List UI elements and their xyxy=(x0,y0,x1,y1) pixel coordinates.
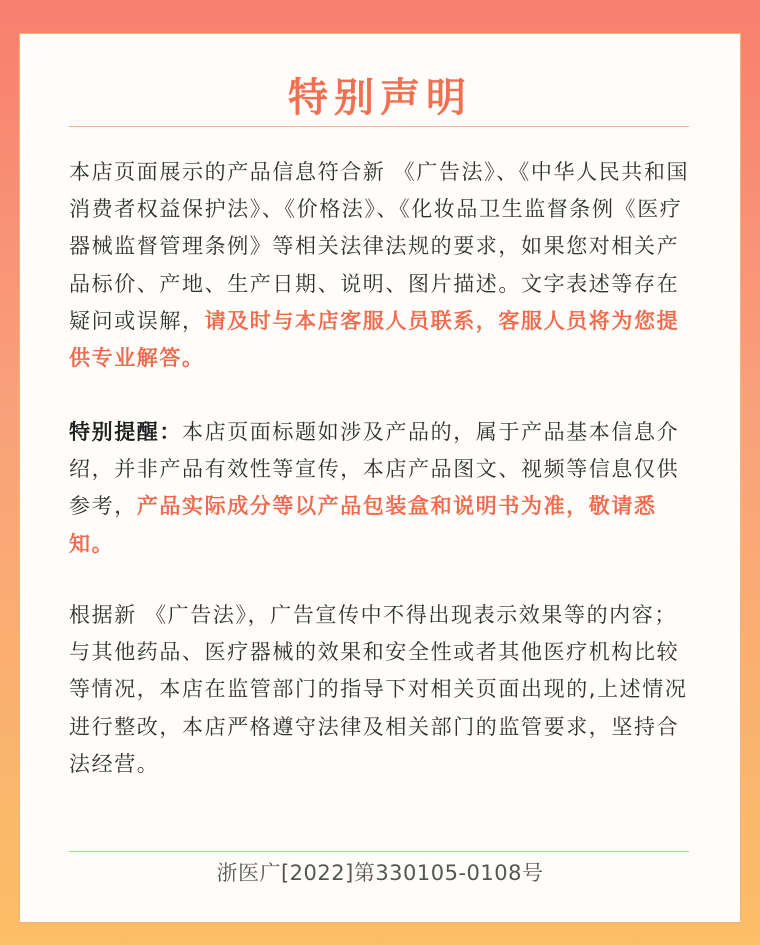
title-divider xyxy=(69,126,689,127)
reminder-paragraph xyxy=(69,414,699,563)
statement-paragraph xyxy=(69,154,699,377)
license-number: 浙医广[2022]第330105-0108号 xyxy=(216,861,544,885)
law-paragraph: 根据新 《广告法》，广告宣传中不得出现表示效果等的内容；与其他药品、医疗器械的效果和安全性或者其他医疗机构比较等情况，本店在监管部门的指导下对相关页面出现的,上述情况进行整改，本店严格遵守法律及相关部门的监管要求，坚持合法经营。 xyxy=(69,603,688,776)
reminder-label: 特别提醒： xyxy=(69,420,182,444)
footer-divider xyxy=(69,851,689,852)
reminder-highlight: 产品实际成分等以产品包装盒和说明书为准，敬请悉知。 xyxy=(69,494,657,556)
statement-text: 本店页面展示的产品信息符合新 《广告法》、《中华人民共和国消费者权益保护法》、《价格法》、《化妆品卫生监督条例《医疗器械监督管理条例》等相关法律法规的要求，如果您对相关产品标价、产地、生产日期、说明、图片描述。文字表述等存在疑问或误解， xyxy=(69,160,690,333)
statement-highlight: 请及时与本店客服人员联系，客服人员将为您提供专业解答。 xyxy=(69,308,680,371)
reminder-text: 本店页面标题如涉及产品的，属于产品基本信息介绍，并非产品有效性等宣传，本店产品图文、视频等信息仅供参考， xyxy=(69,420,680,519)
page-title: 特别声明 xyxy=(288,75,472,121)
